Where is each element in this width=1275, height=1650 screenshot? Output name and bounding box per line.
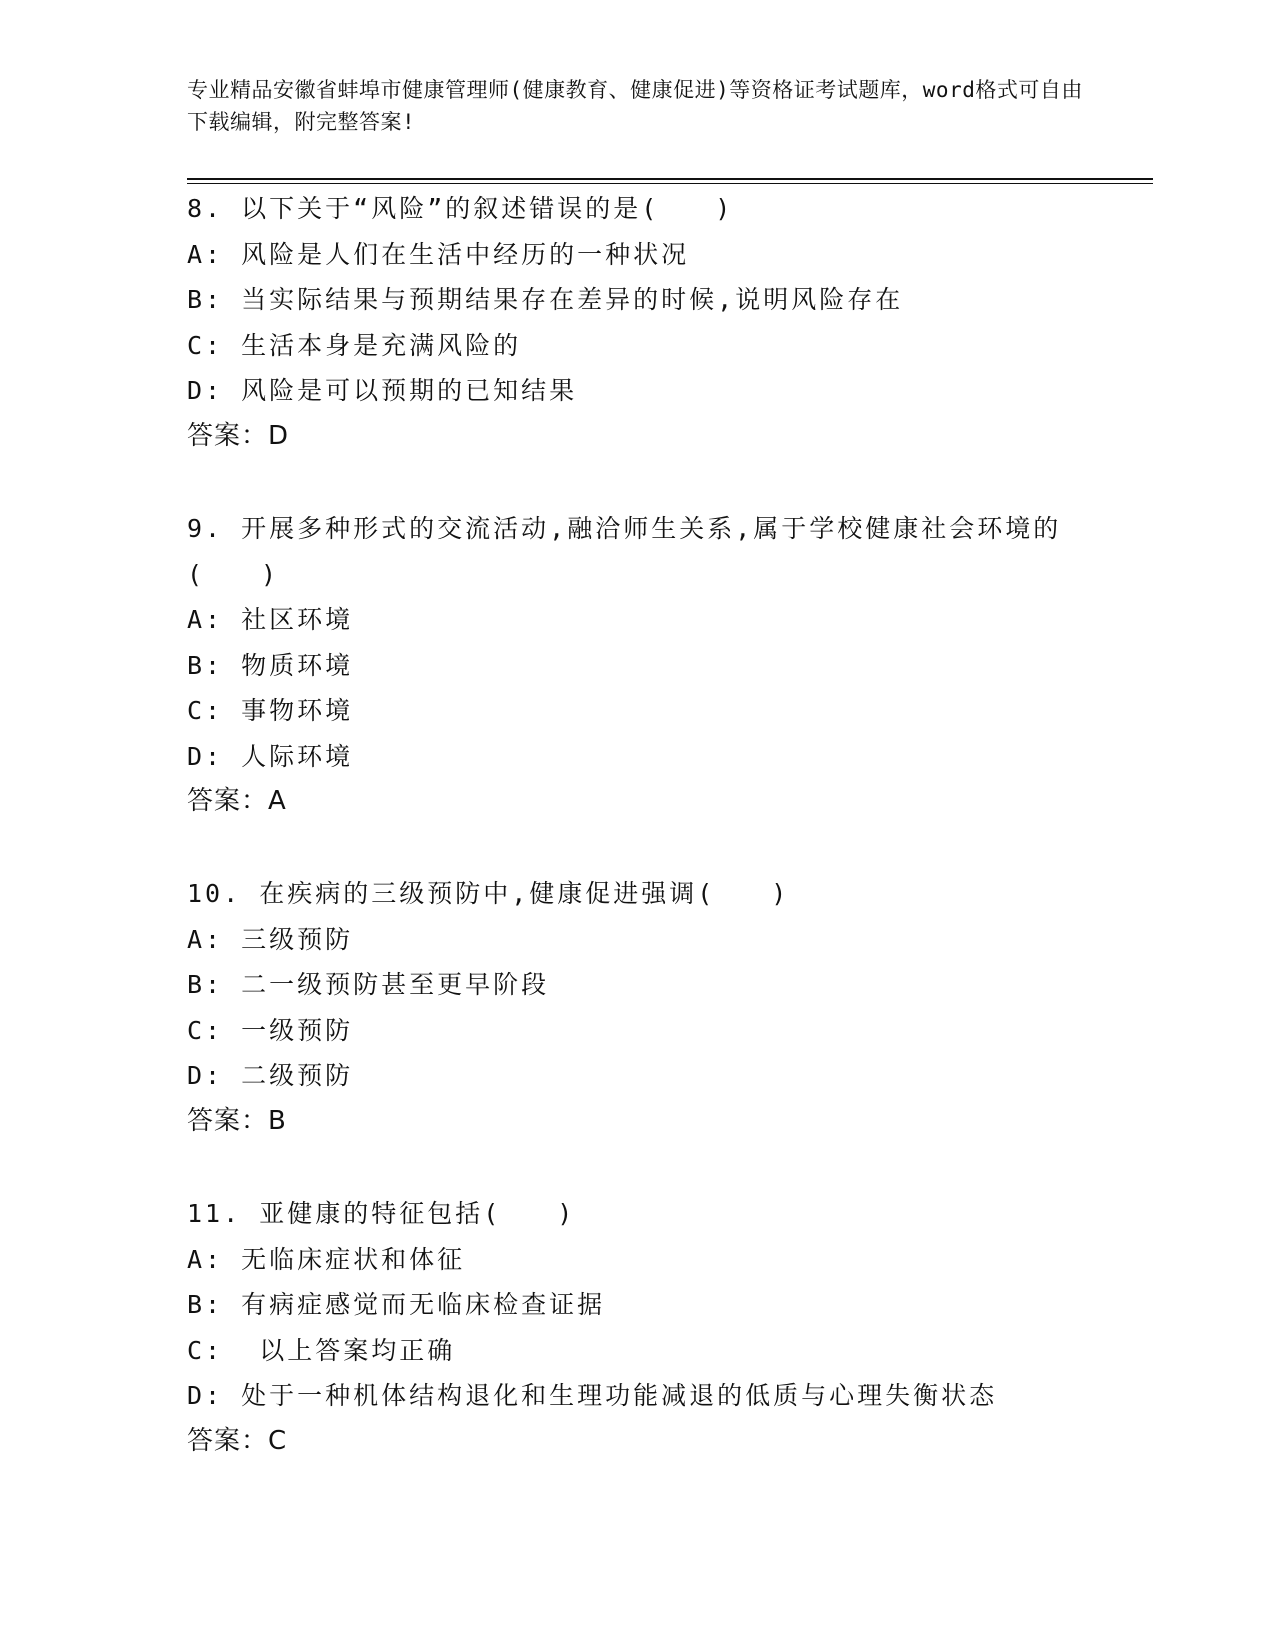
question-11 [187, 1191, 1087, 1464]
question-8 [187, 186, 1087, 459]
question-stem: 11. 亚健康的特征包括( ) [187, 1199, 576, 1228]
question-stem: 9. 开展多种形式的交流活动,融洽师生关系,属于学校健康社会环境的( ) [187, 514, 1062, 589]
question-stem: 10. 在疾病的三级预防中,健康促进强调( ) [187, 879, 790, 908]
answer-label: 答案：A [187, 786, 287, 816]
option-d: D: 处于一种机体结构退化和生理功能减退的低质与心理失衡状态 [187, 1381, 998, 1410]
option-c: C: 一级预防 [187, 1015, 354, 1045]
option-d: D: 风险是可以预期的已知结果 [187, 376, 578, 405]
option-b: B: 物质环境 [187, 650, 354, 680]
option-a: A: 无临床症状和体征 [187, 1244, 466, 1274]
option-b: B: 当实际结果与预期结果存在差异的时候,说明风险存在 [187, 285, 904, 314]
answer-label: 答案：C [187, 1425, 288, 1456]
option-b: B: 有病症感觉而无临床检查证据 [187, 1290, 606, 1319]
answer-label: 答案：B [187, 1105, 287, 1136]
document-header: 专业精品安徽省蚌埠市健康管理师(健康教育、健康促进)等资格证考试题库，word格式可自由下载编辑，附完整答案! [187, 78, 1083, 134]
option-a: A: 社区环境 [187, 605, 354, 634]
option-d: D: 人际环境 [187, 741, 354, 771]
option-c: C: 生活本身是充满风险的 [187, 330, 522, 360]
header-rule-thin [187, 183, 1153, 184]
answer-label: 答案：D [187, 420, 290, 451]
option-a: A: 风险是人们在生活中经历的一种状况 [187, 239, 690, 269]
option-a: A: 三级预防 [187, 924, 354, 954]
question-stem: 8. 以下关于“风险”的叙述错误的是( ) [187, 194, 734, 223]
header-rule-thick [187, 178, 1153, 180]
option-b: B: 二一级预防甚至更早阶段 [187, 970, 550, 999]
option-c: C: 以上答案均正确 [187, 1335, 456, 1365]
question-10 [187, 871, 1087, 1144]
question-9 [187, 506, 1087, 825]
option-c: C: 事物环境 [187, 696, 354, 725]
option-d: D: 二级预防 [187, 1061, 354, 1090]
